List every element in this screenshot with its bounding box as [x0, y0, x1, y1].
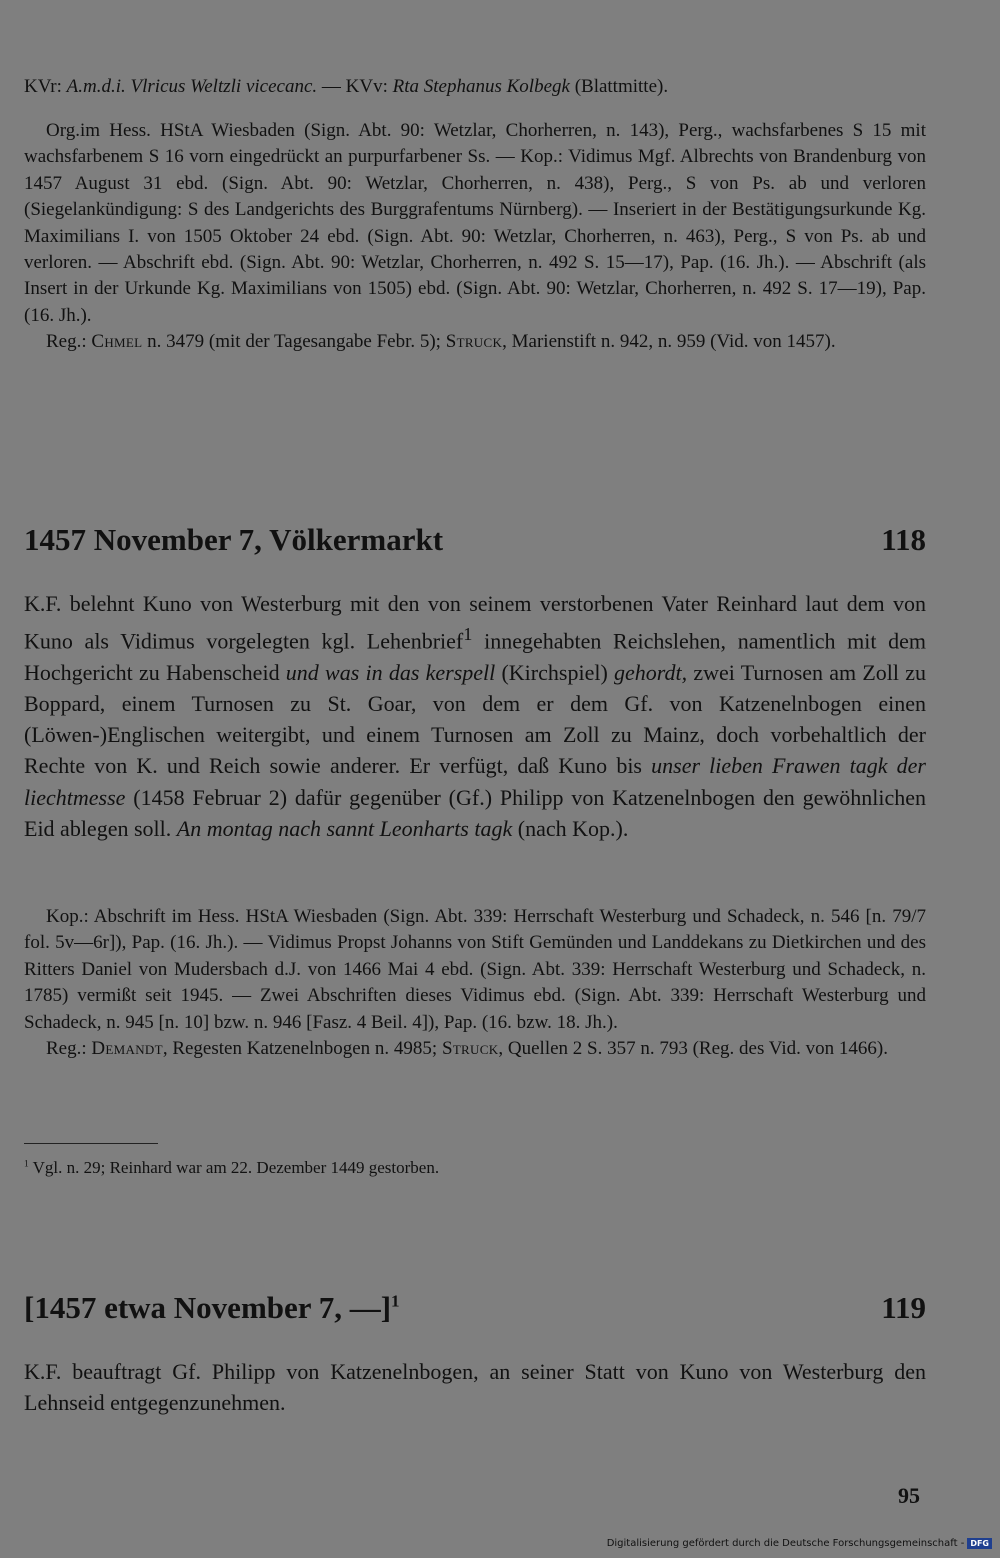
- entry-118-kop: Kop.: Abschrift im Hess. HStA Wiesbaden (Sign. Abt. 339: Herrschaft Westerburg und Schadeck, n. 546 [n. 79/7 fol. 5v—6r]), Pap. (16. Jh.). — Vidimus Propst Johanns von Stift Gemünden und Landdekans zu Dietkirchen und des Ritters Daniel von Mudersbach d.J. von 1466 Mai 4 ebd. (Sign. Abt. 339: Herrschaft Westerburg und Schadeck, n. 1785) vermißt seit 1945. — Zwei Abschriften dieses Vidimus ebd. (Sign. Abt. 339: Herrschaft Westerburg und Schadeck, n. 945 [n. 10] bzw. n. 946 [Fasz. 4 Beil. 4]), Pap. (16. bzw. 18. Jh.). Reg.: Demandt, Regesten Katzenelnbogen n. 4985; Struck, Quellen 2 S. 357 n. 793 (Reg. des Vid. von 1466).: [24, 904, 926, 1062]
- dfg-credit: Digitalisierung gefördert durch die Deutsche Forschungsgemeinschaft - DFG: [607, 1538, 992, 1549]
- kv-line: [24, 74, 926, 100]
- author-demandt: Demandt: [91, 1038, 163, 1060]
- dfg-logo: DFG: [967, 1538, 992, 1549]
- kvv-text: Rta Stephanus Kolbegk: [392, 76, 570, 97]
- page-number: 95: [898, 1483, 920, 1508]
- author-struck-2: Struck: [441, 1038, 499, 1060]
- entry-118-title: 1457 November 7, Völkermarkt: [24, 522, 444, 557]
- kvr-label: KVr:: [24, 76, 62, 97]
- entry-119-number: 119: [881, 1290, 926, 1325]
- footnote-divider: [24, 1143, 158, 1144]
- entry-118-number: 118: [881, 522, 926, 557]
- org-paragraph: Org.im Hess. HStA Wiesbaden (Sign. Abt. 90: Wetzlar, Chorherren, n. 143), Perg., wachsfarbenes S 15 mit wachsfarbenem S 16 vorn eingedrückt an purpurfarbener Ss. — Kop.: Vidimus Mgf. Albrechts von Brandenburg von 1457 August 31 ebd. (Sign. Abt. 90: Wetzlar, Chorherren, n. 438), Perg., S von Ps. ab und verloren (Siegelankündigung: S des Landgerichts des Burggrafentums Nürnberg). — Inseriert in der Bestätigungsurkunde Kg. Maximilians I. von 1505 Oktober 24 ebd. (Sign. Abt. 90: Wetzlar, Chorherren, n. 463), Perg., S von Ps. ab und verloren. — Abschrift ebd. (Sign. Abt. 90: Wetzlar, Chorherren, n. 492 S. 15—17), Pap. (16. Jh.). — Abschrift (als Insert in der Urkunde Kg. Maximilians von 1505) ebd. (Sign. Abt. 90: Wetzlar, Chorherren, n. 492 S. 17—19), Pap. (16. Jh.). Reg.: Chmel n. 3479 (mit der Tagesangabe Febr. 5); Struck, Marienstift n. 942, n. 959 (Vid. von 1457).: [24, 118, 926, 356]
- entry-119-title: [1457 etwa November 7, —]$^1$: [24, 1290, 400, 1325]
- entry-118-reg: Reg.: Demandt, Regesten Katzenelnbogen n. 4985; Struck, Quellen 2 S. 357 n. 793 (Reg. des Vid. von 1466).: [46, 1038, 888, 1060]
- kvv-label: — KVv:: [321, 76, 388, 97]
- reg-paragraph-top: Reg.: Chmel n. 3479 (mit der Tagesangabe Febr. 5); Struck, Marienstift n. 942, n. 959 (Vid. von 1457).: [46, 331, 836, 353]
- entry-119-heading: [24, 1290, 926, 1326]
- entry-119-body: K.F. beauftragt Gf. Philipp von Katzenelnbogen, an seiner Statt von Kuno von Westerburg den Lehnseid entgegenzunehmen.: [24, 1359, 926, 1416]
- author-struck: Struck: [445, 331, 503, 353]
- footnote-ref: 1: [463, 624, 473, 645]
- footnote: $^1$ Vgl. n. 29; Reinhard war am 22. Dezember 1449 gestorben.: [24, 1158, 440, 1177]
- author-chmel: Chmel: [91, 331, 143, 353]
- kvr-text: A.m.d.i. Vlricus Weltzli vicecanc.: [66, 76, 318, 97]
- kv-tail: (Blattmitte).: [574, 76, 669, 97]
- entry-118-body: K.F. belehnt Kuno von Westerburg mit den von seinem verstorbenen Vater Reinhard laut dem von Kuno als Vidimus vorgelegten kgl. Lehenbrief$^1$ innegehabten Reichslehen, namentlich mit dem Hochgericht zu Habenscheid und was in das kerspell (Kirchspiel) gehordt, zwei Turnosen am Zoll zu Boppard, einem Turnosen zu St. Goar, von dem er dem Gf. von Katzenelnbogen einen (Löwen-)Englischen weitergibt, und einem Turnosen am Zoll zu Mainz, doch vorbehaltlich der Rechte von K. und Reich sowie anderer. Er verfügt, daß Kuno bis unser lieben Frawen tagk der liechtmesse (1458 Februar 2) dafür gegenüber (Gf.) Philipp von Katzenelnbogen den gewöhnlichen Eid ablegen soll. An montag nach sannt Leonharts tagk (nach Kop.).: [24, 591, 927, 841]
- entry-118-heading: [24, 522, 926, 558]
